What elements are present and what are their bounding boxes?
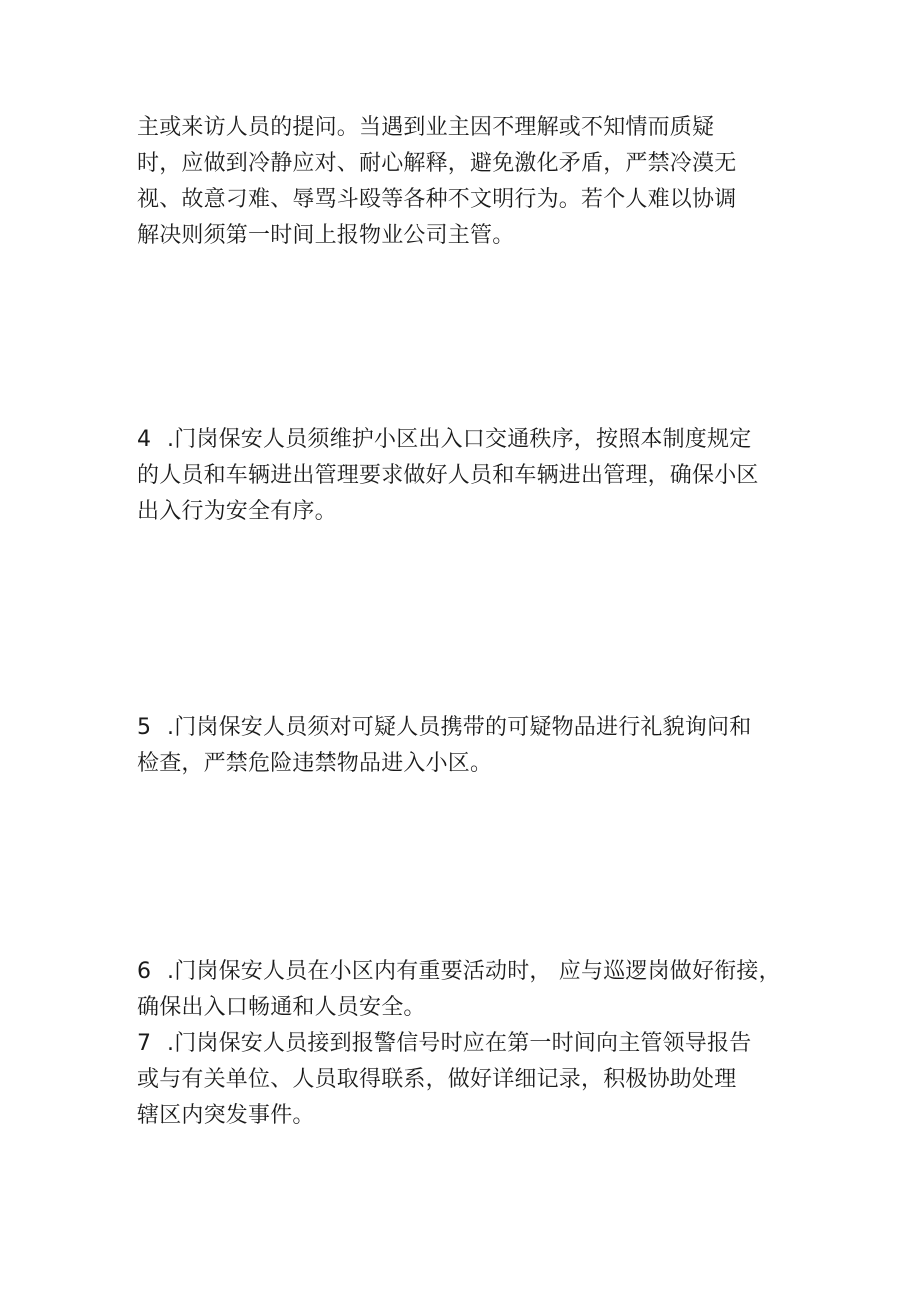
paragraph-line: 视、故意刁难、辱骂斗殴等各种不文明行为。若个人难以协调 <box>137 187 737 212</box>
item-text: .门岗保安人员须对可疑人员携带的可疑物品进行礼貌询问和 <box>167 715 752 740</box>
paragraph-line <box>137 422 817 458</box>
paragraph-line: 辖区内突发事件。 <box>137 1103 315 1128</box>
paragraph-items-6-7 <box>137 954 817 1134</box>
paragraph-line: 确保出入口畅通和人员安全。 <box>137 995 426 1020</box>
paragraph-line: 或与有关单位、人员取得联系，做好详细记录，积极协助处理 <box>137 1067 737 1092</box>
paragraph-item-4 <box>137 422 817 530</box>
item-number: 7 <box>137 1031 152 1056</box>
paragraph-line: 解决则须第一时间上报物业公司主管。 <box>137 223 515 248</box>
paragraph-line: 检查，严禁危险违禁物品进入小区。 <box>137 751 493 776</box>
paragraph-line: 的人员和车辆进出管理要求做好人员和车辆进出管理，确保小区 <box>137 463 759 488</box>
item-number: 5 <box>137 715 152 740</box>
item-text: .门岗保安人员接到报警信号时应在第一时间向主管领导报告 <box>167 1031 752 1056</box>
paragraph-line: 出入行为安全有序。 <box>137 499 337 524</box>
paragraph-line <box>137 1026 817 1062</box>
item-number: 6 <box>137 959 152 984</box>
paragraph-line: 时，应做到冷静应对、耐心解释，避免激化矛盾，严禁冷漠无 <box>137 151 737 176</box>
item-text: .门岗保安人员在小区内有重要活动时， 应与巡逻岗做好衔接， <box>167 959 781 984</box>
item-number: 4 <box>137 427 152 452</box>
paragraph-item-5 <box>137 710 817 782</box>
paragraph-line <box>137 710 817 746</box>
paragraph-continued <box>137 110 817 254</box>
paragraph-line <box>137 954 817 990</box>
item-text: .门岗保安人员须维护小区出入口交通秩序，按照本制度规定 <box>167 427 752 452</box>
paragraph-line: 主或来访人员的提问。当遇到业主因不理解或不知情而质疑 <box>137 115 715 140</box>
